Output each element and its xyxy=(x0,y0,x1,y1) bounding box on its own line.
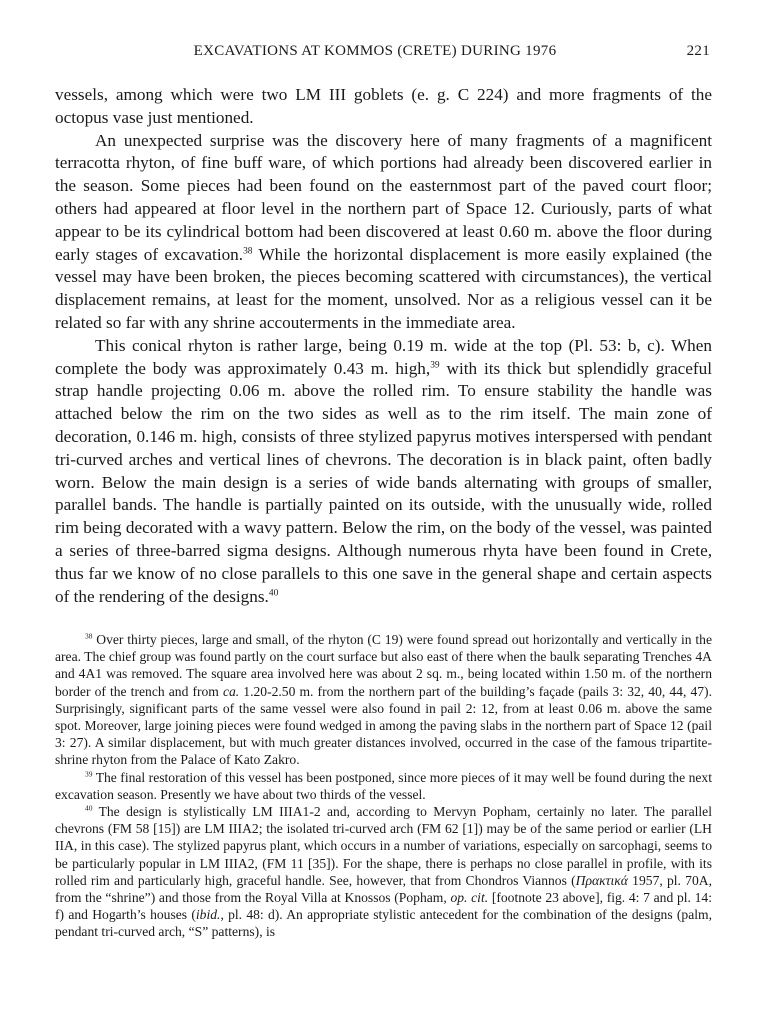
footnote-ref-39[interactable]: 39 xyxy=(430,359,440,370)
footnote-38-text-a: Over thirty pieces, large and small, of the rhyton (C 19) were found spread out horizontally and vertically in the area. The chief group was found partly on the court surface but also east of there when the baulk separating Trenches 4A and 4A1 was removed. The square area involved here was about 2 sq. m., being located within 1.50 m. of the northern border of the trench and from xyxy=(55,632,712,699)
footnote-39 xyxy=(55,769,712,803)
page-number: 221 xyxy=(686,43,710,59)
paragraph-2 xyxy=(55,130,712,335)
running-title: EXCAVATIONS AT KOMMOS (CRETE) DURING 1976 xyxy=(193,43,557,59)
paragraph-1 xyxy=(55,84,712,130)
footnote-40-text-c: [footnote 23 above], fig. 4: 7 and pl. 14: f) and Hogarth’s houses ( xyxy=(55,890,712,923)
footnote-38-ca: ca. xyxy=(222,683,240,699)
running-header xyxy=(80,43,710,65)
footnote-ref-38[interactable]: 38 xyxy=(243,245,253,256)
footnote-38-number: 38 xyxy=(85,631,93,641)
paragraph-3 xyxy=(55,335,712,609)
footnote-40-opcit: op. cit. xyxy=(450,890,489,906)
footnotes xyxy=(55,631,712,941)
paragraph-1-text: vessels, among which were two LM III goblets (e. g. C 224) and more fragments of the octopus vase just mentioned. xyxy=(55,85,712,127)
paragraph-3-text-b: with its thick but splendidly graceful strap handle projecting 0.06 m. above the rolled rim. To ensure stability the handle was attached below the rim on the two sides as well as to the rim itself. The main zone of decoration, 0.146 m. high, consists of three stylized papyrus motives interspersed with pendant tri-curved arches and vertical lines of chevrons. The decoration is in black paint, often badly worn. Below the main design is a series of wide bands alternating with groups of smaller, parallel bands. The handle is partially painted on its outside, with the unusually wide, rolled rim being decorated with a wavy pattern. Below the rim, on the body of the vessel, was painted a series of three-barred sigma designs. Although numerous rhyta have been found in Crete, thus far we know of no close parallels to this one save in the general shape and certain aspects of the rendering of the designs. xyxy=(55,358,712,606)
footnote-ref-40[interactable]: 40 xyxy=(268,587,279,598)
main-text xyxy=(55,84,712,608)
footnote-38 xyxy=(55,631,712,769)
paragraph-2-text-a: An unexpected surprise was the discovery here of many fragments of a magnificent terracotta rhyton, of fine buff ware, of which portions had already been discovered earlier in the season. Some pieces had been found on the easternmost part of the paved court floor; others had appeared at floor level in the northern part of Space 12. Curiously, parts of what appear to be its cylindrical bottom had been discovered at least 0.60 m. above the floor during early stages of excavation. xyxy=(55,130,712,264)
footnote-38-text-b: 1.20-2.50 m. from the northern part of the building’s façade (pails 3: 32, 40, 44, 47). Surprisingly, significant parts of the same vessel were also found in pail 2: 12, from at least 0.06 m. above the same spot. Moreover, large joining pieces were found wedged in among the paving slabs in the northern part of Space 12 (pail 3: 27). A similar displacement, but with much greater distances involved, occurred in the case of the famous tripartite-shrine rhyton from the Palace of Kato Zakro. xyxy=(55,683,712,768)
footnote-40-text-d: , pl. 48: d). An appropriate stylistic antecedent for the combination of the designs (palm, pendant tri-curved arch, “S” patterns), is xyxy=(55,907,712,940)
footnote-40-number: 40 xyxy=(85,803,93,813)
footnote-40 xyxy=(55,803,712,941)
footnote-39-text: The final restoration of this vessel has been postponed, since more pieces of it may well be found during the next excavation season. Presently we have about two thirds of the vessel. xyxy=(55,769,712,802)
footnote-40-text-a: The design is stylistically LM IIIA1-2 and, according to Mervyn Popham, certainly no later. The parallel chevrons (FM 58 [15]) are LM IIIA2; the isolated tri-curved arch (FM 62 [1]) may be of the same period or earlier (LH IIA, in this case). The stylized papyrus plant, which occurs in a number of variations, especially on sarcophagi, seems to be particularly popular in LM IIIA2, (FM 11 [35]). For the shape, there is perhaps no close parallel in profile, with its rolled rim and particularly high, graceful handle. See, however, that from Chondros Viannos ( xyxy=(55,804,712,888)
paragraph-2-text-b: While the horizontal displacement is more easily explained (the vessel may have been broken, the pieces becoming scattered with circumstances), the vertical displacement remains, at least for the moment, unsolved. Nor as a religious vessel can it be related so far with any shrine accouterments in the immediate area. xyxy=(55,244,712,332)
footnote-39-number: 39 xyxy=(85,769,93,779)
footnote-40-praktika: Πρακτικά xyxy=(575,872,628,888)
paragraph-3-text-a: This conical rhyton is rather large, being 0.19 m. wide at the top (Pl. 53: b, c). When complete the body was approximately 0.43 m. high, xyxy=(55,335,712,378)
footnote-40-text-b: 1957, pl. 70A, from the “shrine”) and those from the Royal Villa at Knossos (Popham, xyxy=(55,872,712,906)
footnote-40-ibid: ibid. xyxy=(195,907,221,923)
